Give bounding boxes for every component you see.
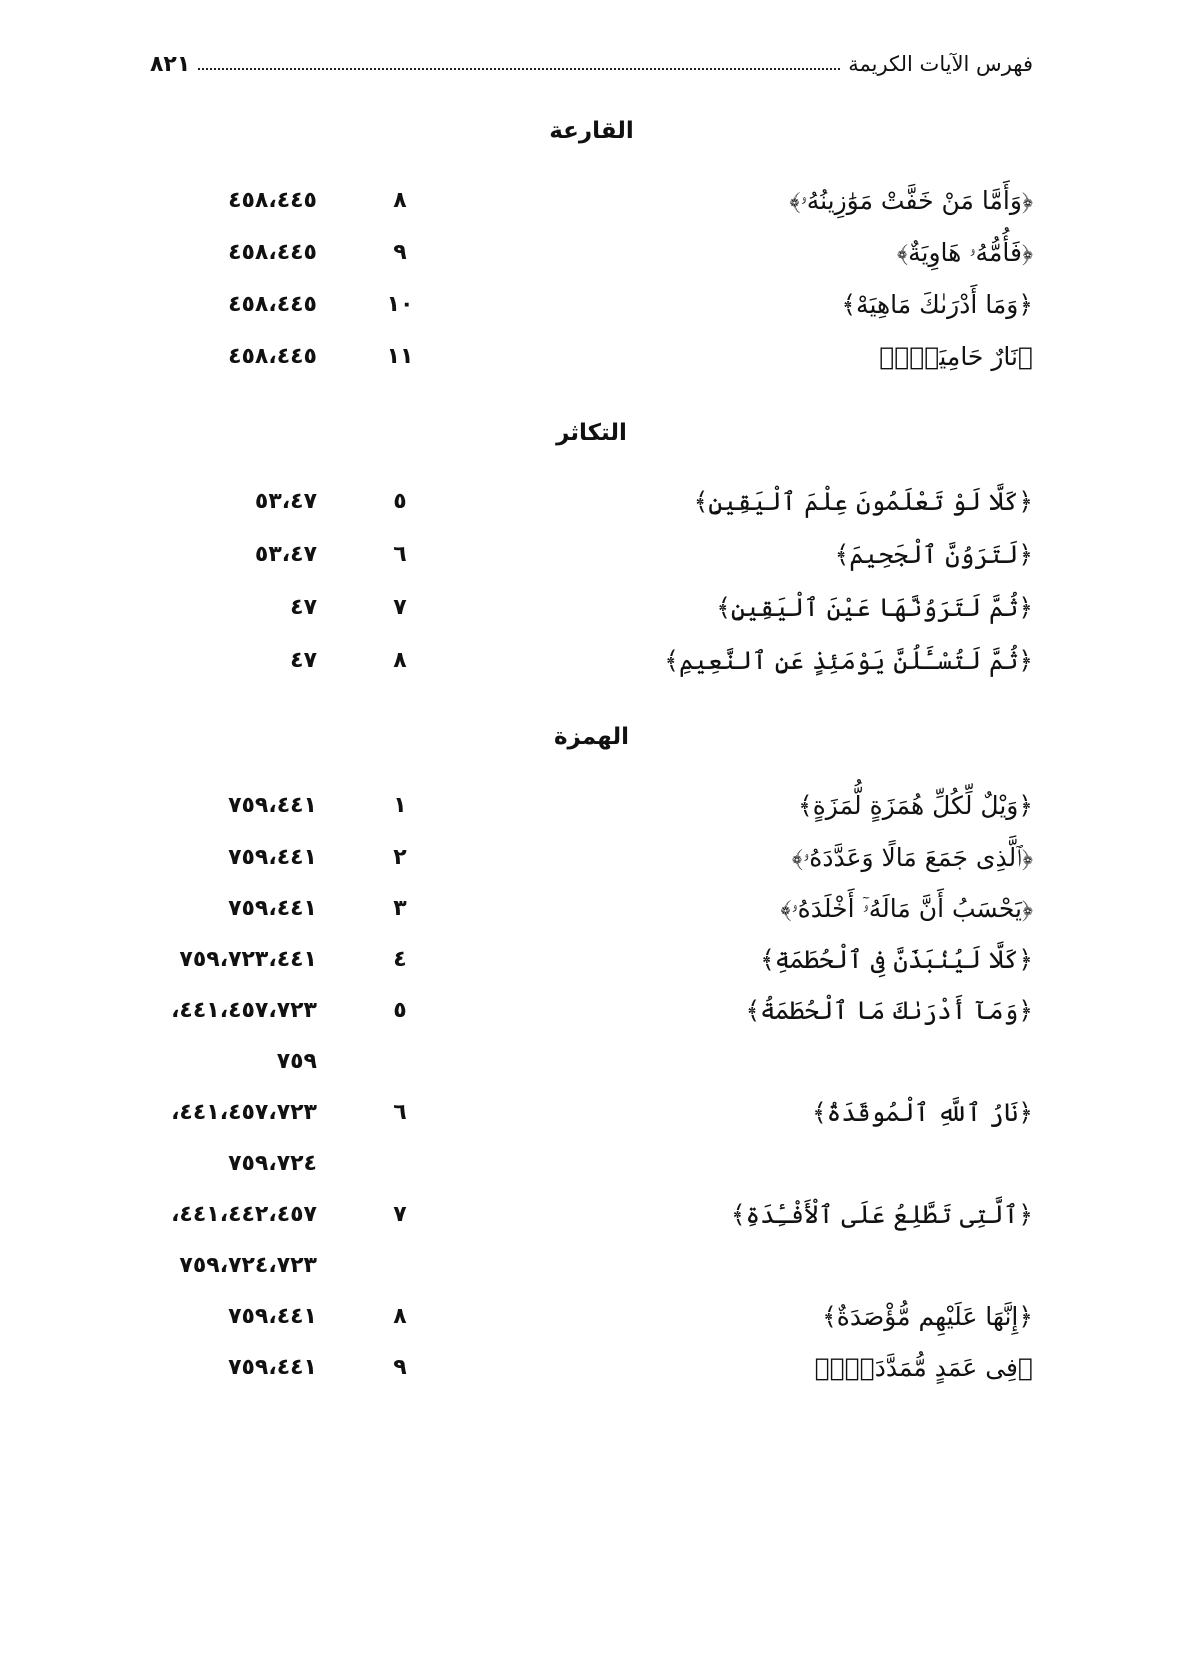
index-row — [0, 290, 1183, 330]
index-row — [0, 342, 1183, 382]
section-title-alqariah: القارعة — [549, 118, 634, 144]
page-refs: ٥٣،٤٧ — [254, 542, 317, 567]
verse-text: ﴿ثُمَّ لَتَرَوُنَّهَا عَيْنَ ٱلْيَقِينِ﴾ — [716, 593, 1033, 622]
page-refs: ٤٥٨،٤٤٥ — [228, 240, 317, 265]
index-row — [0, 1098, 1183, 1138]
index-row — [0, 843, 1183, 883]
index-row — [0, 945, 1183, 985]
verse-number: ٦ — [393, 1100, 407, 1125]
verse-text: ﴿نَارٌ حَامِيَةٌۢ﴾ — [879, 342, 1033, 371]
verse-text: ﴿وَمَا أَدْرَىٰكَ مَاهِيَهْ﴾ — [841, 290, 1033, 319]
index-row — [0, 1353, 1183, 1393]
running-title: فهرس الآيات الكريمة — [848, 52, 1033, 76]
verse-number: ١١ — [386, 344, 414, 369]
verse-number: ٨ — [393, 188, 407, 213]
verse-text: ﴿وَمَآ أَدْرَىٰكَ مَا ٱلْحُطَمَةُ﴾ — [745, 996, 1033, 1025]
verse-text: ﴿إِنَّهَا عَلَيْهِم مُّؤْصَدَةٌ﴾ — [822, 1302, 1033, 1331]
verse-text: ﴿يَحْسَبُ أَنَّ مَالَهُۥٓ أَخْلَدَهُۥ﴾ — [780, 894, 1033, 923]
page-refs: ٤٧ — [290, 595, 317, 620]
verse-number: ١٠ — [386, 292, 414, 317]
page-refs-continued: ٧٥٩ — [276, 1049, 317, 1074]
page-refs: ٧٥٩،٤٤١ — [228, 1355, 317, 1380]
verse-text: ﴿وَأَمَّا مَنْ خَفَّتْ مَوَٰزِينُهُۥ﴾ — [789, 186, 1033, 215]
page-refs: ٤٥٨،٤٤٥ — [228, 188, 317, 213]
verse-number: ٣ — [393, 896, 407, 921]
verse-number: ٨ — [393, 648, 407, 673]
verse-text: ﴿نَارُ ٱللَّهِ ٱلْمُوقَدَةُ﴾ — [812, 1098, 1033, 1127]
verse-text: ﴿ٱلَّتِى تَطَّلِعُ عَلَى ٱلْأَفْـِٔدَةِ﴾ — [730, 1200, 1033, 1229]
index-row — [0, 1302, 1183, 1342]
verse-number: ٦ — [393, 542, 407, 567]
page-refs: ٧٥٩،٤٤١ — [228, 896, 317, 921]
page-refs: ٧٥٩،٤٤١ — [228, 1304, 317, 1329]
verse-number: ٩ — [393, 1355, 407, 1380]
page-refs: ٤٥٨،٤٤٥ — [228, 292, 317, 317]
verse-number: ٧ — [393, 1202, 407, 1227]
verse-number: ٤ — [393, 947, 407, 972]
page-refs: ٧٥٩،٤٤١ — [228, 793, 317, 818]
index-row — [0, 593, 1183, 633]
verse-number: ٩ — [393, 240, 407, 265]
index-row-continuation — [0, 1149, 1183, 1189]
verse-text: ﴿ٱلَّذِى جَمَعَ مَالًا وَعَدَّدَهُۥ﴾ — [791, 843, 1033, 872]
verse-number: ٧ — [393, 595, 407, 620]
index-row — [0, 996, 1183, 1036]
page-refs-continued: ٧٥٩،٧٢٤ — [228, 1151, 317, 1176]
verse-text: ﴿وَيْلٌ لِّكُلِّ هُمَزَةٍ لُّمَزَةٍ﴾ — [798, 791, 1033, 820]
index-row-continuation — [0, 1251, 1183, 1291]
page-refs: ٤٥٨،٤٤٥ — [228, 344, 317, 369]
page-header — [150, 44, 1033, 84]
page-refs: ٤٤١،٤٥٧،٧٢٣، — [171, 998, 317, 1023]
index-row — [0, 1200, 1183, 1240]
verse-text: ﴿فِى عَمَدٍ مُّمَدَّدَةٍۭ﴾ — [814, 1353, 1033, 1382]
verse-number: ٥ — [393, 489, 407, 514]
page-refs: ٧٥٩،٧٢٣،٤٤١ — [179, 947, 317, 972]
verse-text: ﴿ثُمَّ لَتُسْـَٔلُنَّ يَوْمَئِذٍ عَنِ ٱلنَّعِيمِ﴾ — [664, 646, 1033, 675]
verse-text: ﴿فَأُمُّهُۥ هَاوِيَةٌ﴾ — [897, 238, 1033, 267]
index-row — [0, 186, 1183, 226]
index-row — [0, 894, 1183, 934]
section-title-altakathur: التكاثر — [556, 420, 627, 446]
section-title-alhumazah: الهمزة — [553, 724, 629, 750]
dotted-leader — [198, 68, 840, 70]
index-row — [0, 540, 1183, 580]
page-refs: ٤٤١،٤٤٢،٤٥٧، — [171, 1202, 317, 1227]
verse-text: ﴿لَتَرَوُنَّ ٱلْجَحِيمَ﴾ — [834, 540, 1033, 569]
index-row — [0, 238, 1183, 278]
index-row — [0, 791, 1183, 831]
index-row — [0, 646, 1183, 686]
page-refs-continued: ٧٥٩،٧٢٤،٧٢٣ — [179, 1253, 317, 1278]
page-refs: ٤٧ — [290, 648, 317, 673]
index-row — [0, 487, 1183, 527]
page-refs: ٥٣،٤٧ — [254, 489, 317, 514]
verse-number: ٥ — [393, 998, 407, 1023]
verse-text: ﴿كَلَّا لَيُنۢبَذَنَّ فِى ٱلْحُطَمَةِ﴾ — [760, 945, 1033, 974]
index-row-continuation — [0, 1047, 1183, 1087]
verse-number: ٢ — [393, 845, 407, 870]
page-number: ٨٢١ — [150, 51, 191, 77]
verse-number: ٨ — [393, 1304, 407, 1329]
verse-text: ﴿كَلَّا لَوْ تَعْلَمُونَ عِلْمَ ٱلْيَقِينِ﴾ — [693, 487, 1033, 516]
page-refs: ٧٥٩،٤٤١ — [228, 845, 317, 870]
page-refs: ٤٤١،٤٥٧،٧٢٣، — [171, 1100, 317, 1125]
verse-number: ١ — [393, 793, 407, 818]
